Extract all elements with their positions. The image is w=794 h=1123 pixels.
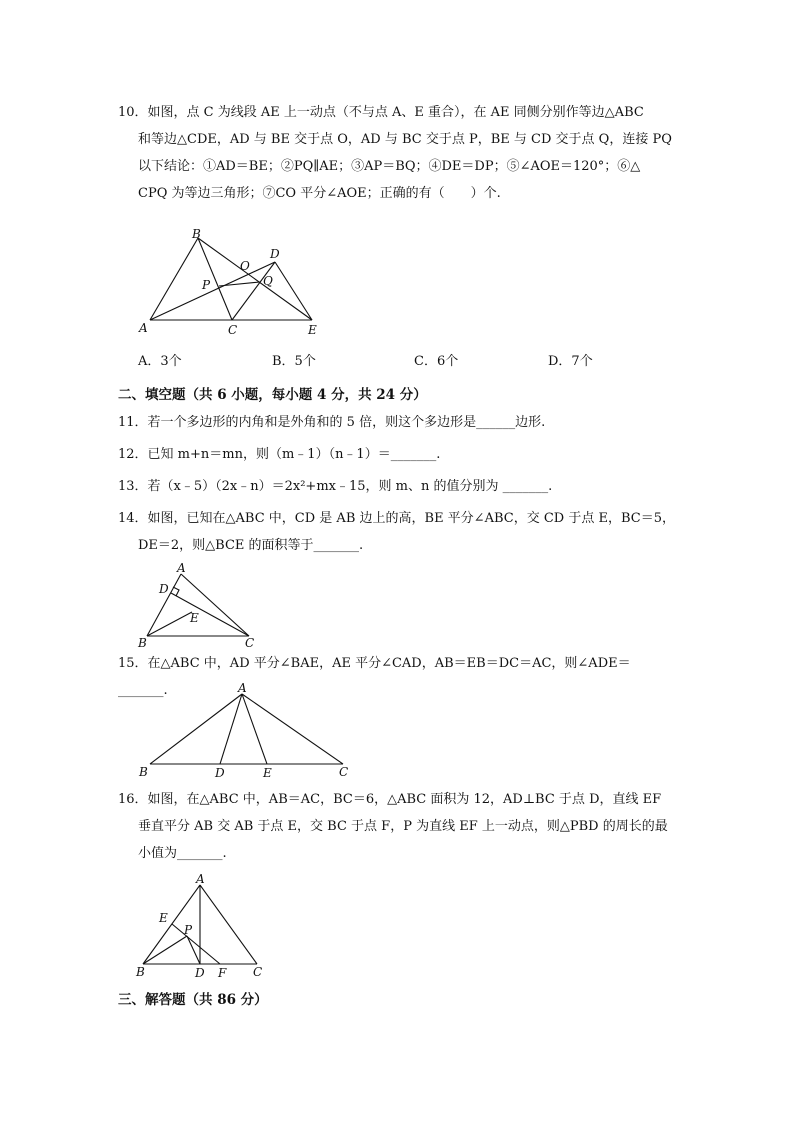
q16-figure <box>135 872 275 982</box>
q10-line3: 以下结论：①AD＝BE；②PQ∥AE；③AP＝BQ；④DE＝DP；⑤∠AOE＝120°；⑥△ <box>138 159 641 174</box>
q10-line4: CPQ 为等边三角形；⑦CO 平分∠AOE；正确的有（ ）个. <box>138 186 501 201</box>
q10-seg-CD <box>232 262 275 320</box>
q10-figure <box>130 220 330 345</box>
q15-seg-AD <box>220 694 242 764</box>
q14-seg-CD <box>171 593 249 636</box>
q10-seg-AB <box>150 238 198 320</box>
q10-label-Q: Q <box>263 274 273 288</box>
q16-label-P: P <box>184 923 193 937</box>
q14-label-A: A <box>177 561 186 575</box>
q15-seg-AE <box>242 694 267 764</box>
q14-seg-AC <box>181 574 249 636</box>
q10-label-A: A <box>139 321 148 335</box>
q10-label-O: O <box>240 259 250 273</box>
q10-label-P: P <box>202 278 211 292</box>
q15-seg-AC <box>242 694 343 764</box>
question-10 <box>118 99 678 207</box>
question-16 <box>118 786 678 867</box>
q10-line2: 和等边△CDE，AD 与 BE 交于点 O，AD 与 BC 交于点 P，BE 与 CD 交于点 Q，连接 PQ <box>138 132 672 147</box>
q14-figure <box>135 562 265 652</box>
q15-label-C: C <box>339 765 349 779</box>
q14-label-D: D <box>159 582 169 596</box>
question-11: 11．若一个多边形的内角和是外角和的 5 倍，则这个多边形是______边形. <box>118 415 546 430</box>
section-3-heading: 三、解答题（共 86 分） <box>118 992 268 1008</box>
question-15: 15．在△ABC 中，AD 平分∠BAE，AE 平分∠CAD，AB＝EB＝DC＝AC，则∠ADE＝_______. <box>118 656 631 698</box>
question-13: 13．若（x﹣5）（2x﹣n）＝2x²+mx﹣15，则 m、n 的值分别为 _______. <box>118 479 553 494</box>
q16-label-A: A <box>196 872 205 886</box>
q16-label-F: F <box>218 966 227 980</box>
q16-label-B: B <box>136 965 145 979</box>
question-12: 12．已知 m+n＝mn，则（m﹣1）（n﹣1）＝_______. <box>118 447 441 462</box>
q14-line2: DE＝2，则△BCE 的面积等于_______. <box>138 538 364 553</box>
q10-seg-DE <box>275 262 312 320</box>
q16-seg-BP <box>143 936 187 964</box>
q15-seg-AB <box>150 694 242 764</box>
q14-line1: 14．如图，已知在△ABC 中，CD 是 AB 边上的高，BE 平分∠ABC，交 CD 于点 E，BC＝5， <box>118 511 675 526</box>
q10-label-B: B <box>192 227 201 241</box>
q14-label-E: E <box>190 611 199 625</box>
q16-line3: 小值为_______. <box>138 846 227 861</box>
q15-label-E: E <box>263 766 272 780</box>
q15-label-A: A <box>238 681 247 695</box>
q10-label-C: C <box>228 323 238 337</box>
q16-seg-PD <box>187 936 200 964</box>
section-2-heading: 二、填空题（共 6 小题，每小题 4 分，共 24 分） <box>118 387 427 403</box>
q16-label-D: D <box>195 966 205 980</box>
q16-label-C: C <box>253 965 263 979</box>
question-14 <box>118 505 678 559</box>
q15-label-B: B <box>139 765 148 779</box>
q14-label-C: C <box>245 636 255 650</box>
q10-seg-PQ <box>219 282 260 286</box>
q10-option-d[interactable]: D．7个 <box>548 354 593 369</box>
q10-seg-AD <box>150 262 275 320</box>
q16-line2: 垂直平分 AB 交 AB 于点 E，交 BC 于点 F，P 为直线 EF 上一动点，则△PBD 的周长的最 <box>138 819 668 834</box>
q16-seg-AC <box>200 885 257 964</box>
q16-line1: 16．如图，在△ABC 中，AB＝AC，BC＝6，△ABC 面积为 12，AD⊥BC 于点 D，直线 EF <box>118 792 662 807</box>
q10-option-a[interactable]: A．3个 <box>138 354 182 369</box>
q10-label-D: D <box>270 247 280 261</box>
q16-seg-EF <box>172 924 220 964</box>
q10-option-c[interactable]: C．6个 <box>414 354 459 369</box>
q10-label-E: E <box>308 323 317 337</box>
q14-label-B: B <box>138 636 147 650</box>
q16-label-E: E <box>159 911 168 925</box>
q10-option-b[interactable]: B．5个 <box>272 354 316 369</box>
q15-label-D: D <box>215 766 225 780</box>
q10-line1: 10．如图，点 C 为线段 AE 上一动点（不与点 A、E 重合），在 AE 同侧分别作等边△ABC <box>118 105 644 120</box>
q15-figure <box>135 682 365 782</box>
